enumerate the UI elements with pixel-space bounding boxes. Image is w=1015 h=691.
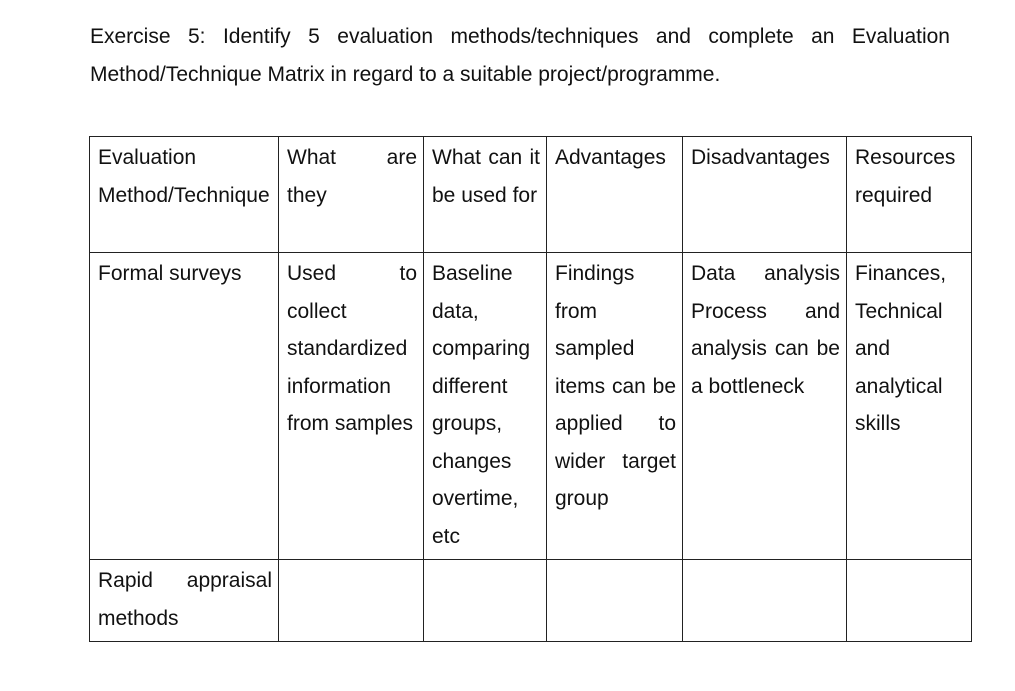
cell-method: Formal surveys bbox=[90, 253, 279, 560]
cell-advantages[interactable] bbox=[547, 560, 683, 642]
table-row bbox=[90, 560, 972, 642]
cell-resources[interactable] bbox=[847, 560, 972, 642]
header-advantages: Advantages bbox=[547, 137, 683, 253]
header-resources-required: Resources required bbox=[847, 137, 972, 253]
cell-disadvantages[interactable] bbox=[683, 560, 847, 642]
header-evaluation-method: Evaluation Method/Technique bbox=[90, 137, 279, 253]
evaluation-matrix-table bbox=[89, 136, 972, 642]
cell-advantages: Findings from sampled items can be applied to wider target group bbox=[547, 253, 683, 560]
table-row bbox=[90, 253, 972, 560]
table-header-row bbox=[90, 137, 972, 253]
cell-what-used-for: Baseline data, comparing different groups, changes overtime, etc bbox=[424, 253, 547, 560]
header-disadvantages: Disadvantages bbox=[683, 137, 847, 253]
cell-what-used-for[interactable] bbox=[424, 560, 547, 642]
exercise-instructions: Exercise 5: Identify 5 evaluation methods/techniques and complete an Evaluation Method/Technique Matrix in regard to a suitable project/programme. bbox=[90, 25, 950, 86]
cell-resources: Finances, Technical and analytical skills bbox=[847, 253, 972, 560]
header-what-used-for: What can it be used for bbox=[424, 137, 547, 253]
cell-method: Rapid appraisal methods bbox=[90, 560, 279, 642]
cell-what-are-they: Used to collect standardized information from samples bbox=[279, 253, 424, 560]
header-what-are-they: What are they bbox=[279, 137, 424, 253]
cell-what-are-they[interactable] bbox=[279, 560, 424, 642]
cell-disadvantages: Data analysis Process and analysis can be a bottleneck bbox=[683, 253, 847, 560]
